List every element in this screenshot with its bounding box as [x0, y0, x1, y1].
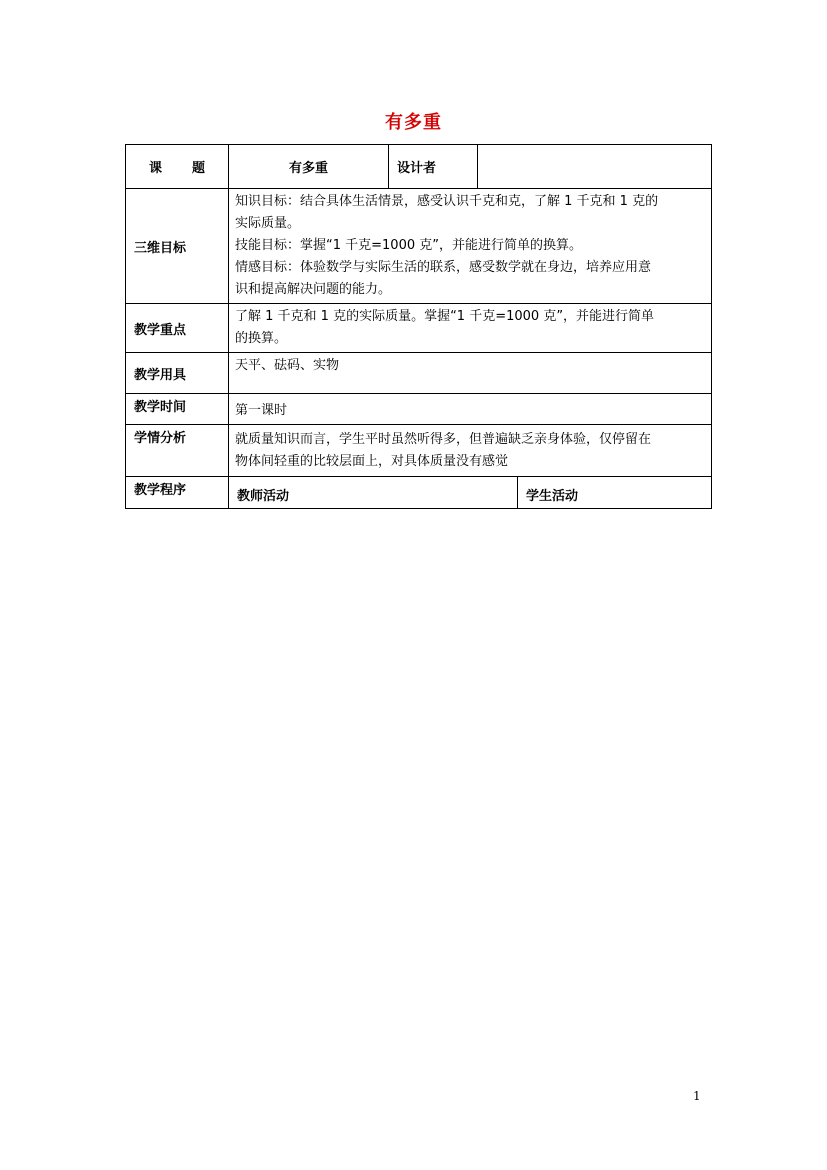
tools-row	[126, 353, 712, 394]
key-points-line-1: 了解 1 千克和 1 克的实际质量。掌握“1 千克=1000 克”，并能进行简单	[235, 309, 655, 324]
analysis-line-1: 就质量知识而言，学生平时虽然听得多，但普遍缺乏亲身体验，仅停留在	[235, 431, 652, 447]
procedure-label: 教学程序	[126, 477, 229, 509]
emotion-objective-line-1: 情感目标：体验数学与实际生活的联系，感受数学就在身边，培养应用意	[235, 260, 652, 275]
document-title: 有多重	[385, 112, 442, 133]
knowledge-objective-line-1: 知识目标：结合具体生活情景，感受认识千克和克，了解 1 千克和 1 克的	[235, 194, 659, 209]
procedure-row	[126, 477, 712, 509]
objectives-row	[126, 189, 712, 304]
objectives-label: 三维目标	[126, 189, 229, 304]
analysis-content	[229, 425, 712, 477]
key-points-content	[229, 304, 712, 353]
skill-objective: 技能目标：掌握“1 千克=1000 克”，并能进行简单的换算。	[235, 238, 582, 253]
teacher-activity-header: 教师活动	[229, 477, 518, 509]
key-points-label: 教学重点	[126, 304, 229, 353]
page-number: 1	[693, 1089, 701, 1103]
student-activity-header: 学生活动	[518, 477, 712, 509]
key-points-line-2: 的换算。	[235, 331, 288, 346]
tools-content: 天平、砝码、实物	[229, 353, 712, 394]
designer-value	[478, 145, 712, 189]
time-content: 第一课时	[229, 394, 712, 425]
key-points-row	[126, 304, 712, 353]
designer-label: 设计者	[389, 145, 478, 189]
emotion-objective-line-2: 识和提高解决问题的能力。	[235, 282, 392, 297]
analysis-line-2: 物体间轻重的比较层面上，对具体质量没有感觉	[235, 453, 509, 469]
lesson-plan-table	[125, 144, 712, 509]
time-row	[126, 394, 712, 425]
subject-label: 课 题	[126, 145, 229, 189]
time-label: 教学时间	[126, 394, 229, 425]
objectives-content	[229, 189, 712, 304]
tools-label: 教学用具	[126, 353, 229, 394]
lesson-title-cell: 有多重	[229, 145, 389, 189]
analysis-label: 学情分析	[126, 425, 229, 477]
knowledge-objective-line-2: 实际质量。	[235, 216, 301, 231]
analysis-row	[126, 425, 712, 477]
header-row	[126, 145, 712, 189]
